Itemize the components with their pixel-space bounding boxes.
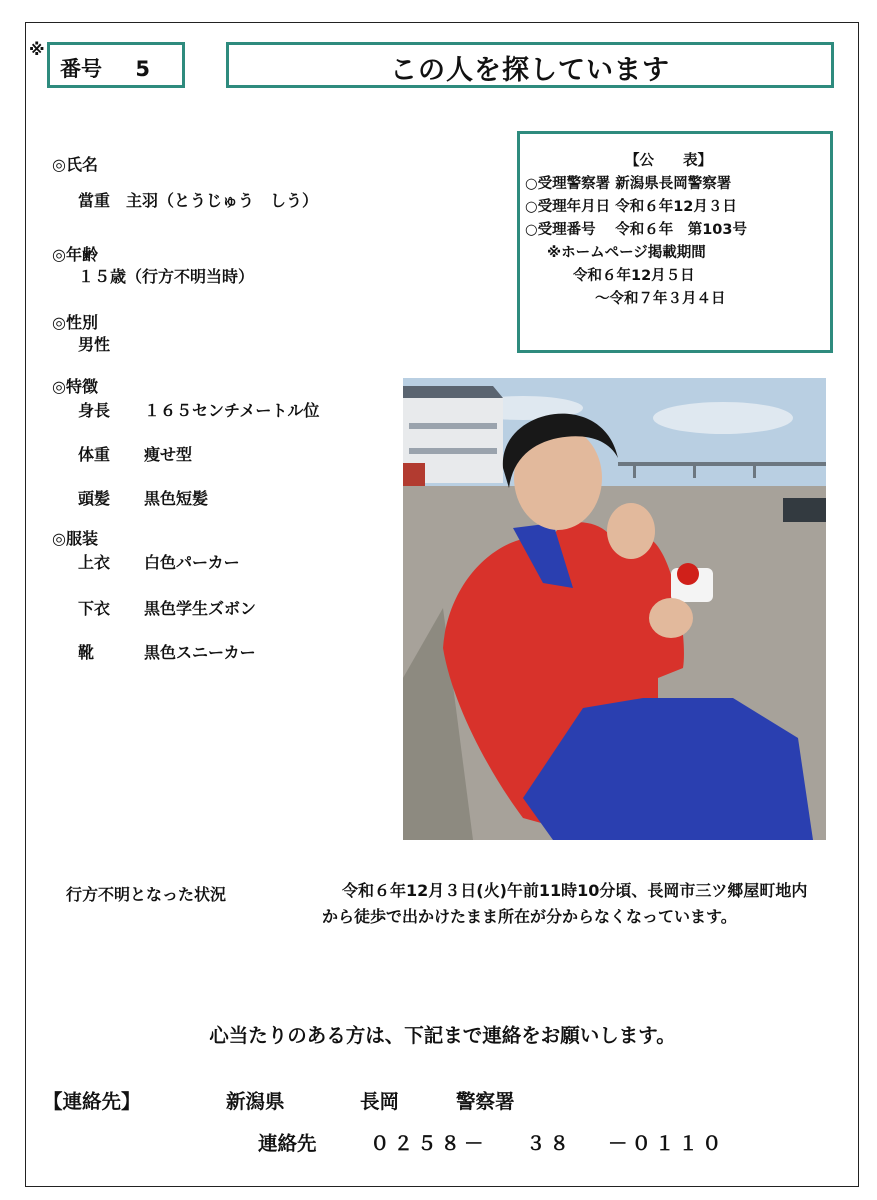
features-label: ◎特徴	[52, 377, 98, 396]
shoes-label: 靴	[78, 643, 95, 662]
shoes-value: 黒色スニーカー	[144, 643, 256, 662]
notice-receipt-number: ○受理番号 令和６年 第103号	[525, 222, 747, 238]
age-label: ◎年齢	[52, 245, 98, 264]
height-label: 身長	[78, 401, 111, 420]
notice-receipt-date: ○受理年月日 令和６年12月３日	[525, 199, 737, 215]
sex-value: 男性	[78, 335, 111, 354]
build-label: 体重	[78, 445, 111, 464]
height-value: １６５センチメートル位	[144, 401, 320, 420]
contact-bracket-label: 【連絡先】	[43, 1090, 141, 1113]
number-box	[47, 42, 185, 88]
reference-mark: ※	[29, 40, 45, 59]
name-value: 當重 主羽（とうじゅう しう）	[78, 191, 319, 210]
person-info	[52, 152, 412, 672]
notice-period-label: ※ホームページ掲載期間	[547, 245, 706, 261]
notice-police-station: ○受理警察署 新潟県長岡警察署	[525, 176, 732, 192]
notice-period-start: 令和６年12月５日	[573, 268, 695, 284]
poster-title: この人を探しています	[226, 42, 834, 88]
situation-text: 令和６年12月３日(火)午前11時10分頃、長岡市三ツ郷屋町地内から徒歩で出かけたまま所在が分からなくなっています。	[322, 881, 808, 926]
number-value: 5	[135, 57, 150, 81]
contact-prefecture: 新潟県	[226, 1090, 285, 1113]
hair-label: 頭髪	[78, 489, 111, 508]
hair-value: 黒色短髪	[144, 489, 209, 508]
appeal-message: 心当たりのある方は、下記まで連絡をお願いします。	[209, 1024, 676, 1047]
build-value: 痩せ型	[144, 445, 193, 464]
publication-notice	[517, 131, 833, 353]
sex-label: ◎性別	[52, 313, 98, 332]
phone-part1: ０２５８－	[370, 1132, 488, 1155]
missing-person-photo	[403, 378, 826, 840]
name-label: ◎氏名	[52, 155, 98, 174]
contact-city: 長岡	[360, 1090, 400, 1113]
bottom-value: 黒色学生ズボン	[144, 599, 257, 618]
clothing-label: ◎服装	[52, 529, 98, 548]
phone-part2: ３８	[526, 1132, 574, 1155]
top-label: 上衣	[78, 553, 111, 572]
notice-heading: 【公 表】	[625, 153, 712, 169]
number-label: 番号	[60, 57, 102, 81]
notice-period-end: ～令和７年３月４日	[595, 291, 726, 307]
top-value: 白色パーカー	[144, 553, 240, 572]
phone-label: 連絡先	[258, 1132, 317, 1155]
situation-label: 行方不明となった状況	[66, 885, 227, 904]
contact-station: 警察署	[456, 1090, 515, 1113]
phone-part3: －０１１０	[608, 1132, 726, 1155]
bottom-label: 下衣	[78, 599, 111, 618]
age-value: １５歳（行方不明当時）	[78, 267, 255, 286]
